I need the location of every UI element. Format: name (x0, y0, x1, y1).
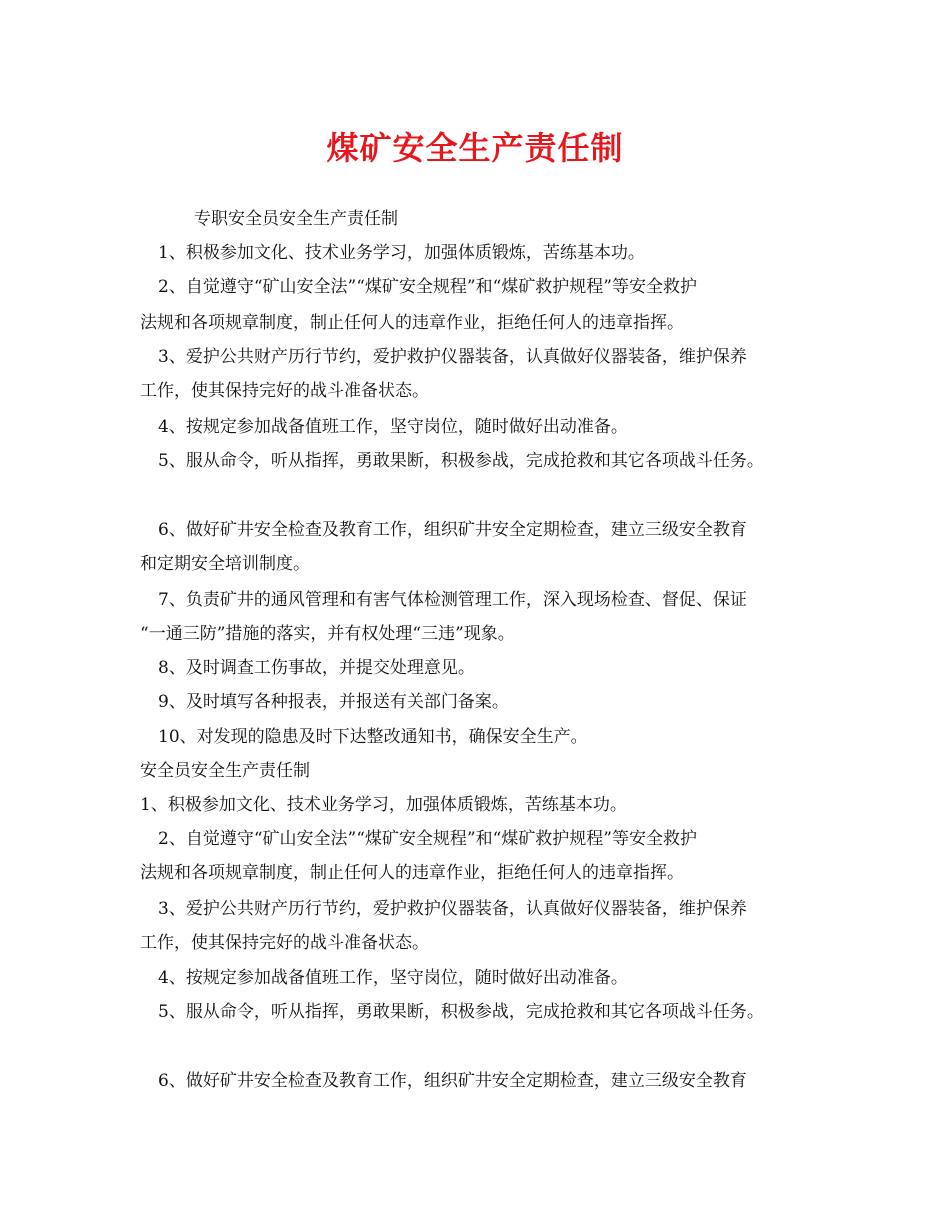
paragraph-line: 2、自觉遵守“矿山安全法”“煤矿安全规程”和“煤矿救护规程”等安全救护 (158, 277, 697, 297)
paragraph-line: 工作，使其保持完好的战斗准备状态。 (140, 933, 429, 953)
paragraph-line: 法规和各项规章制度，制止任何人的违章作业，拒绝任何人的违章指挥。 (140, 313, 684, 333)
paragraph-line: 7、负责矿井的通风管理和有害气体检测管理工作，深入现场检查、督促、保证 (158, 590, 747, 610)
paragraph-line: 工作，使其保持完好的战斗准备状态。 (140, 381, 429, 401)
paragraph-line: 9、及时填写各种报表，并报送有关部门备案。 (158, 692, 509, 712)
paragraph-line: 10、对发现的隐患及时下达整改通知书，确保安全生产。 (158, 727, 588, 747)
paragraph-line: 3、爱护公共财产历行节约，爱护救护仪器装备，认真做好仪器装备，维护保养 (158, 899, 747, 919)
paragraph-line: 6、做好矿井安全检查及教育工作，组织矿井安全定期检查，建立三级安全教育 (158, 520, 747, 540)
paragraph-line: 5、服从命令，听从指挥，勇敢果断，积极参战，完成抢救和其它各项战斗任务。 (158, 1002, 764, 1022)
paragraph-line: 4、按规定参加战备值班工作，坚守岗位，随时做好出动准备。 (158, 968, 628, 988)
paragraph-line: 3、爱护公共财产历行节约，爱护救护仪器装备，认真做好仪器装备，维护保养 (158, 347, 747, 367)
paragraph-line: 8、及时调查工伤事故，并提交处理意见。 (158, 658, 475, 678)
section-heading: 专职安全员安全生产责任制 (194, 209, 398, 229)
paragraph-line: “一通三防”措施的落实，并有权处理“三违”现象。 (140, 624, 515, 644)
paragraph-line: 法规和各项规章制度，制止任何人的违章作业，拒绝任何人的违章指挥。 (140, 863, 684, 883)
paragraph-line: 和定期安全培训制度。 (140, 554, 310, 574)
paragraph-line: 1、积极参加文化、技术业务学习，加强体质锻炼，苦练基本功。 (140, 795, 627, 815)
paragraph-line: 4、按规定参加战备值班工作，坚守岗位，随时做好出动准备。 (158, 417, 628, 437)
paragraph-line: 1、积极参加文化、技术业务学习，加强体质锻炼，苦练基本功。 (158, 243, 645, 263)
paragraph-line: 6、做好矿井安全检查及教育工作，组织矿井安全定期检查，建立三级安全教育 (158, 1071, 747, 1091)
paragraph-line: 5、服从命令，听从指挥，勇敢果断，积极参战，完成抢救和其它各项战斗任务。 (158, 451, 764, 471)
paragraph-line: 2、自觉遵守“矿山安全法”“煤矿安全规程”和“煤矿救护规程”等安全救护 (158, 829, 697, 849)
section-heading: 安全员安全生产责任制 (140, 761, 310, 781)
document-title: 煤矿安全生产责任制 (326, 129, 624, 167)
